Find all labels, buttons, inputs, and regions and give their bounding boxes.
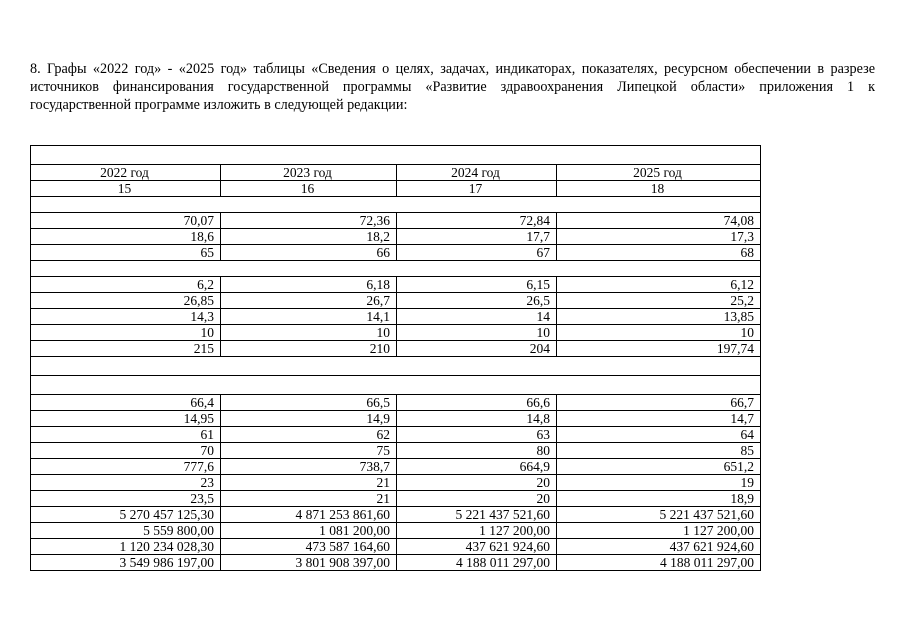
table-cell: 4 188 011 297,00	[397, 555, 557, 571]
table-cell: 66,5	[221, 395, 397, 411]
table-cell: 85	[557, 443, 761, 459]
table-cell: 6,18	[221, 277, 397, 293]
table-cell: 23	[31, 475, 221, 491]
table-cell: 6,12	[557, 277, 761, 293]
column-header: 2023 год	[221, 165, 397, 181]
table-cell: 21	[221, 475, 397, 491]
table-cell: 3 801 908 397,00	[221, 555, 397, 571]
table-cell: 4 871 253 861,60	[221, 507, 397, 523]
table-cell: 1 127 200,00	[397, 523, 557, 539]
column-number: 18	[557, 181, 761, 197]
table-cell: 20	[397, 491, 557, 507]
table-cell: 72,36	[221, 213, 397, 229]
table-cell: 66,4	[31, 395, 221, 411]
table-cell: 26,85	[31, 293, 221, 309]
table-separator-row	[31, 357, 761, 376]
table-cell: 14,1	[221, 309, 397, 325]
table-cell: 197,74	[557, 341, 761, 357]
table-separator-row	[31, 261, 761, 277]
indicators-table	[30, 145, 761, 571]
table-cell: 651,2	[557, 459, 761, 475]
table-cell: 62	[221, 427, 397, 443]
column-header: 2022 год	[31, 165, 221, 181]
table-row	[31, 523, 761, 539]
table-cell: 777,6	[31, 459, 221, 475]
table-cell: 26,5	[397, 293, 557, 309]
table-row	[31, 443, 761, 459]
separator-cell	[31, 376, 761, 395]
table-cell: 1 127 200,00	[557, 523, 761, 539]
table-cell: 66,6	[397, 395, 557, 411]
table-cell: 14	[397, 309, 557, 325]
table-cell: 18,2	[221, 229, 397, 245]
table-row	[31, 293, 761, 309]
indicators-table-body	[31, 146, 761, 571]
table-cell: 14,9	[221, 411, 397, 427]
table-row	[31, 539, 761, 555]
table-cell: 14,95	[31, 411, 221, 427]
table-cell: 738,7	[221, 459, 397, 475]
table-separator-row	[31, 197, 761, 213]
table-cell: 437 621 924,60	[397, 539, 557, 555]
table-cell: 25,2	[557, 293, 761, 309]
table-cell: 10	[557, 325, 761, 341]
table-row	[31, 277, 761, 293]
table-cell: 20	[397, 475, 557, 491]
table-cell: 14,8	[397, 411, 557, 427]
table-cell: 70	[31, 443, 221, 459]
table-row	[31, 309, 761, 325]
table-cell: 61	[31, 427, 221, 443]
table-cell: 74,08	[557, 213, 761, 229]
column-number: 17	[397, 181, 557, 197]
table-cell: 21	[221, 491, 397, 507]
separator-cell	[31, 261, 761, 277]
table-row	[31, 229, 761, 245]
table-cell: 23,5	[31, 491, 221, 507]
table-separator-row	[31, 376, 761, 395]
intro-paragraph: 8. Графы «2022 год» - «2025 год» таблицы «Сведения о целях, задачах, индикаторах, показателях, ресурсном обеспечении в разрезе источников финансирования государственной программы «Развитие здравоохранения Липецкой области» приложения 1 к государственной программе изложить в следующей редакции:	[30, 61, 875, 113]
table-row	[31, 325, 761, 341]
separator-cell	[31, 146, 761, 165]
column-header: 2025 год	[557, 165, 761, 181]
table-header-row	[31, 165, 761, 181]
table-cell: 80	[397, 443, 557, 459]
table-row	[31, 341, 761, 357]
table-cell: 72,84	[397, 213, 557, 229]
column-header: 2024 год	[397, 165, 557, 181]
table-cell: 6,15	[397, 277, 557, 293]
table-cell: 68	[557, 245, 761, 261]
table-cell: 3 549 986 197,00	[31, 555, 221, 571]
separator-cell	[31, 357, 761, 376]
table-row	[31, 427, 761, 443]
column-number-row	[31, 181, 761, 197]
table-cell: 437 621 924,60	[557, 539, 761, 555]
table-cell: 17,7	[397, 229, 557, 245]
table-cell: 66,7	[557, 395, 761, 411]
table-cell: 10	[221, 325, 397, 341]
table-cell: 14,3	[31, 309, 221, 325]
table-cell: 5 221 437 521,60	[557, 507, 761, 523]
separator-cell	[31, 197, 761, 213]
table-cell: 215	[31, 341, 221, 357]
table-cell: 26,7	[221, 293, 397, 309]
table-cell: 17,3	[557, 229, 761, 245]
table-cell: 13,85	[557, 309, 761, 325]
table-cell: 64	[557, 427, 761, 443]
table-row	[31, 475, 761, 491]
table-row	[31, 491, 761, 507]
table-cell: 6,2	[31, 277, 221, 293]
table-cell: 10	[31, 325, 221, 341]
table-cell: 19	[557, 475, 761, 491]
table-cell: 63	[397, 427, 557, 443]
column-number: 16	[221, 181, 397, 197]
table-row	[31, 459, 761, 475]
table-row	[31, 555, 761, 571]
table-cell: 473 587 164,60	[221, 539, 397, 555]
table-cell: 67	[397, 245, 557, 261]
table-row	[31, 411, 761, 427]
table-cell: 14,7	[557, 411, 761, 427]
table-cell: 210	[221, 341, 397, 357]
table-cell: 70,07	[31, 213, 221, 229]
table-cell: 5 221 437 521,60	[397, 507, 557, 523]
table-cell: 18,9	[557, 491, 761, 507]
table-row	[31, 213, 761, 229]
table-cell: 5 270 457 125,30	[31, 507, 221, 523]
table-cell: 664,9	[397, 459, 557, 475]
table-cell: 75	[221, 443, 397, 459]
table-cell: 5 559 800,00	[31, 523, 221, 539]
table-cell: 10	[397, 325, 557, 341]
table-cell: 1 120 234 028,30	[31, 539, 221, 555]
table-cell: 4 188 011 297,00	[557, 555, 761, 571]
column-number: 15	[31, 181, 221, 197]
table-cell: 204	[397, 341, 557, 357]
table-row	[31, 507, 761, 523]
table-row	[31, 245, 761, 261]
table-cell: 66	[221, 245, 397, 261]
table-row	[31, 395, 761, 411]
table-cell: 18,6	[31, 229, 221, 245]
table-cell: 65	[31, 245, 221, 261]
table-separator-row	[31, 146, 761, 165]
table-cell: 1 081 200,00	[221, 523, 397, 539]
